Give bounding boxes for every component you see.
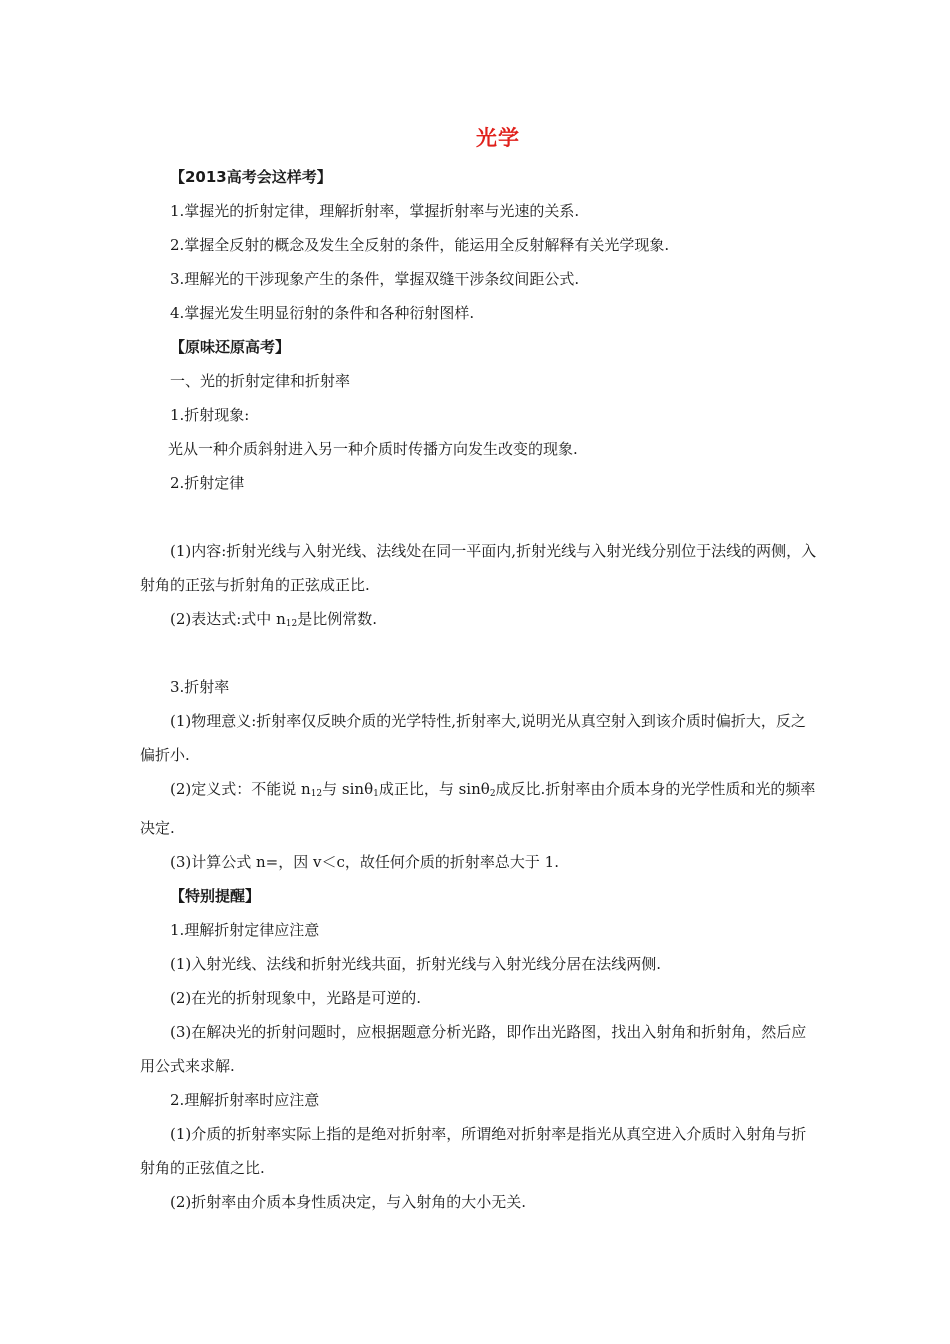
list-item: 3.理解光的干涉现象产生的条件，掌握双缝干涉条纹间距公式. [170, 270, 580, 288]
page-title: 光学 [476, 126, 520, 150]
spacer [170, 636, 818, 670]
list-item: 4.掌握光发生明显衍射的条件和各种衍射图样. [170, 304, 475, 322]
paragraph: (3)计算公式 n=，因 v＜c，故任何介质的折射率总大于 1. [170, 853, 559, 871]
paragraph: (1)内容:折射光线与入射光线、法线处在同一平面内,折射光线与入射光线分别位于法线的两侧，入射角的正弦与折射角的正弦成正比. [140, 542, 817, 594]
paragraph-definition [140, 772, 818, 845]
list-item: (1)入射光线、法线和折射光线共面，折射光线与入射光线分居在法线两侧. [170, 955, 662, 973]
definition-text: 成正比，与 sinθ [378, 780, 490, 798]
paragraph-expression [170, 602, 818, 636]
subsection-title: 2.理解折射率时应注意 [170, 1091, 320, 1109]
section-heading-exam-focus: 【2013高考会这样考】 [170, 168, 332, 186]
paragraph: (1)物理意义:折射率仅反映介质的光学特性,折射率大,说明光从真空射入到该介质时偏折大，反之偏折小. [140, 712, 806, 764]
section-heading-original: 【原味还原高考】 [170, 338, 291, 356]
list-item: 2.掌握全反射的概念及发生全反射的条件，能运用全反射解释有关光学现象. [170, 236, 670, 254]
spacer [170, 500, 818, 534]
expression-text: 是比例常数. [297, 610, 377, 628]
subscript: 12 [310, 789, 323, 799]
subscript: 1 [373, 789, 379, 799]
subsection-title: 1.折射现象: [170, 406, 250, 424]
definition-text: 成反比.折射率由介质本身的光学性质和光的频率决定. [140, 780, 816, 837]
section-heading-reminder: 【特别提醒】 [170, 887, 261, 905]
subscript: 12 [285, 619, 298, 629]
document-body [140, 160, 818, 1219]
part-title: 一、光的折射定律和折射率 [170, 372, 351, 390]
definition-text: 与 sinθ [322, 780, 374, 798]
list-item: (1)介质的折射率实际上指的是绝对折射率，所谓绝对折射率是指光从真空进入介质时入射角与折射角的正弦值之比. [140, 1125, 807, 1177]
subsection-title: 1.理解折射定律应注意 [170, 921, 320, 939]
list-item: (2)折射率由介质本身性质决定，与入射角的大小无关. [170, 1193, 527, 1211]
list-item: (3)在解决光的折射问题时，应根据题意分析光路，即作出光路图，找出入射角和折射角，然后应用公式来求解. [140, 1023, 807, 1075]
expression-text: (2)表达式:式中 n [170, 610, 286, 628]
subsection-title: 3.折射率 [170, 678, 230, 696]
subsection-title: 2.折射定律 [170, 474, 245, 492]
list-item: 1.掌握光的折射定律，理解折射率，掌握折射率与光速的关系. [170, 202, 580, 220]
subscript: 2 [489, 789, 496, 799]
definition-text: (2)定义式：不能说 n [170, 780, 311, 798]
list-item: (2)在光的折射现象中，光路是可逆的. [170, 989, 422, 1007]
paragraph: 光从一种介质斜射进入另一种介质时传播方向发生改变的现象. [168, 440, 578, 458]
